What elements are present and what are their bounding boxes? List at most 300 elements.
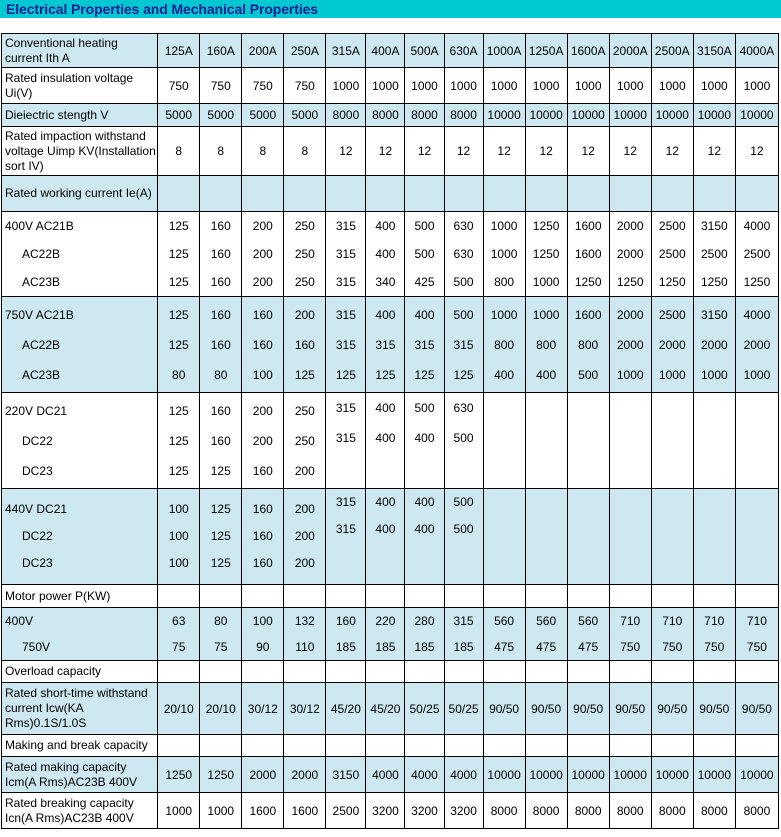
- value-cell: 8: [242, 127, 284, 176]
- value-cell: 10000: [651, 104, 693, 127]
- value-stack: [567, 393, 609, 489]
- sub-label: 220V DC21: [5, 403, 68, 418]
- value-cell: 8000: [735, 793, 778, 829]
- row-label: Rated breaking capacity Icn(A Rms)AC23B 400V: [2, 793, 158, 829]
- value-cell: 1000: [490, 219, 518, 233]
- value-cell: 185: [453, 640, 474, 654]
- value-cell: 1000: [483, 68, 525, 104]
- sub-label: 400V: [5, 614, 34, 628]
- value-cell: 125: [210, 463, 231, 478]
- empty-cell: [693, 661, 735, 683]
- table-row: [2, 68, 779, 104]
- value-cell: 10000: [609, 104, 651, 127]
- value-cell: 125: [168, 275, 189, 289]
- empty-cell: [405, 661, 444, 683]
- row-label-stack: [2, 608, 158, 661]
- value-cell: 400: [375, 307, 396, 322]
- value-cell: 132: [294, 614, 315, 628]
- value-cell: 125: [414, 367, 435, 382]
- value-cell: 100: [252, 367, 273, 382]
- table-row: [2, 104, 779, 127]
- value-cell: 250: [294, 219, 315, 233]
- empty-cell: [242, 735, 284, 757]
- empty-cell: [405, 176, 444, 212]
- value-cell: 1000: [693, 68, 735, 104]
- value-stack: [326, 489, 366, 585]
- value-cell: 750: [620, 640, 641, 654]
- value-stack: [483, 489, 525, 585]
- value-cell: 3150A: [693, 34, 735, 68]
- value-cell: 125: [168, 247, 189, 261]
- value-cell: 125: [168, 433, 189, 448]
- value-cell: 2000: [743, 337, 771, 352]
- empty-cell: [200, 176, 242, 212]
- value-stack: [326, 297, 366, 393]
- value-cell: 200: [252, 247, 273, 261]
- value-cell: 160: [210, 219, 231, 233]
- value-cell: 160: [252, 556, 273, 570]
- value-cell: 10000: [735, 757, 778, 793]
- value-cell: 12: [567, 127, 609, 176]
- value-stack: [444, 297, 483, 393]
- value-stack: [284, 393, 326, 489]
- value-cell: 250: [294, 433, 315, 448]
- value-cell: 10000: [567, 757, 609, 793]
- value-cell: 125: [168, 219, 189, 233]
- empty-cell: [651, 735, 693, 757]
- empty-cell: [693, 585, 735, 608]
- value-cell: 2000: [284, 757, 326, 793]
- value-cell: 800: [494, 275, 515, 289]
- value-cell: 2000A: [609, 34, 651, 68]
- value-cell: 2000: [700, 337, 728, 352]
- empty-cell: [483, 176, 525, 212]
- value-cell: 500: [414, 247, 435, 261]
- value-cell: 750: [158, 68, 200, 104]
- empty-cell: [326, 661, 366, 683]
- value-stack: [651, 393, 693, 489]
- value-cell: 10000: [693, 104, 735, 127]
- value-stack: [444, 489, 483, 585]
- value-cell: 1600: [574, 219, 602, 233]
- value-cell: 100: [168, 556, 189, 570]
- value-cell: 3200: [444, 793, 483, 829]
- value-cell: 200: [252, 219, 273, 233]
- value-cell: 400: [494, 367, 515, 382]
- value-cell: 3200: [366, 793, 405, 829]
- value-stack: [651, 297, 693, 393]
- value-stack: [284, 212, 326, 297]
- value-cell: 125: [168, 403, 189, 418]
- empty-cell: [284, 585, 326, 608]
- value-cell: 2500: [743, 247, 771, 261]
- value-stack: [405, 393, 444, 489]
- value-cell: 1000: [651, 68, 693, 104]
- empty-cell: [567, 661, 609, 683]
- value-cell: 10000: [483, 104, 525, 127]
- empty-cell: [609, 585, 651, 608]
- empty-cell: [483, 585, 525, 608]
- value-cell: 315: [335, 401, 356, 415]
- empty-cell: [735, 661, 778, 683]
- value-cell: 160: [210, 403, 231, 418]
- value-cell: 630A: [444, 34, 483, 68]
- value-cell: 750: [704, 640, 725, 654]
- value-cell: 8000: [567, 793, 609, 829]
- empty-cell: [693, 176, 735, 212]
- value-cell: 100: [168, 502, 189, 516]
- value-cell: 315: [335, 307, 356, 322]
- value-stack: [405, 297, 444, 393]
- value-cell: 560: [536, 614, 557, 628]
- value-cell: 1250: [532, 219, 560, 233]
- row-label-stack: [2, 489, 158, 585]
- value-cell: 30/12: [284, 683, 326, 735]
- value-cell: 185: [335, 640, 356, 654]
- table-row: [2, 393, 779, 489]
- table-row: [2, 683, 779, 735]
- value-cell: 80: [172, 367, 186, 382]
- empty-cell: [525, 176, 567, 212]
- value-cell: 8: [158, 127, 200, 176]
- value-cell: 400: [375, 495, 396, 509]
- empty-cell: [609, 661, 651, 683]
- value-cell: 800: [494, 337, 515, 352]
- value-cell: 630: [453, 247, 474, 261]
- value-cell: 90/50: [693, 683, 735, 735]
- empty-cell: [444, 661, 483, 683]
- value-cell: 560: [578, 614, 599, 628]
- value-cell: 100: [252, 614, 273, 628]
- value-cell: 125: [453, 367, 474, 382]
- value-cell: 10000: [483, 757, 525, 793]
- empty-cell: [444, 585, 483, 608]
- value-cell: 80: [214, 614, 228, 628]
- empty-cell: [200, 661, 242, 683]
- value-cell: 5000: [158, 104, 200, 127]
- value-cell: 160: [210, 433, 231, 448]
- value-cell: 3200: [405, 793, 444, 829]
- value-cell: 75: [214, 640, 228, 654]
- value-cell: 90: [256, 640, 270, 654]
- value-cell: 200: [252, 275, 273, 289]
- empty-cell: [158, 661, 200, 683]
- value-cell: 8000: [405, 104, 444, 127]
- value-cell: 710: [746, 614, 767, 628]
- value-cell: 500: [453, 522, 474, 536]
- section-label: Overload capacity: [2, 661, 158, 683]
- value-cell: 5000: [242, 104, 284, 127]
- value-cell: 315: [453, 614, 474, 628]
- value-cell: 315: [375, 337, 396, 352]
- value-cell: 160: [294, 337, 315, 352]
- value-cell: 160: [335, 614, 356, 628]
- empty-cell: [242, 176, 284, 212]
- sub-label: AC23B: [22, 367, 61, 382]
- value-cell: 340: [375, 275, 396, 289]
- value-cell: 160: [210, 337, 231, 352]
- sub-label: 750V: [22, 640, 51, 654]
- value-cell: 2500: [658, 219, 686, 233]
- value-stack: [735, 489, 778, 585]
- value-stack: [366, 393, 405, 489]
- empty-cell: [284, 735, 326, 757]
- empty-cell: [567, 585, 609, 608]
- value-stack: [326, 393, 366, 489]
- value-cell: 12: [405, 127, 444, 176]
- value-cell: 1000: [609, 68, 651, 104]
- empty-cell: [366, 176, 405, 212]
- value-cell: 315A: [326, 34, 366, 68]
- value-cell: 475: [578, 640, 599, 654]
- value-cell: 1250: [658, 275, 686, 289]
- value-cell: 4000A: [735, 34, 778, 68]
- value-cell: 12: [483, 127, 525, 176]
- value-cell: 500: [453, 307, 474, 322]
- value-cell: 1000: [616, 367, 644, 382]
- value-cell: 160: [252, 463, 273, 478]
- value-cell: 200: [294, 529, 315, 543]
- value-cell: 1250: [616, 275, 644, 289]
- value-cell: 1000: [158, 793, 200, 829]
- value-cell: 90/50: [609, 683, 651, 735]
- section-row: [2, 176, 779, 212]
- value-cell: 8: [200, 127, 242, 176]
- value-cell: 475: [536, 640, 557, 654]
- row-label: Rated impaction withstand voltage Uimp KV(Installation sort IV): [2, 127, 158, 176]
- value-cell: 315: [335, 431, 356, 445]
- empty-cell: [242, 585, 284, 608]
- value-cell: 8000: [651, 793, 693, 829]
- table-row: [2, 489, 779, 585]
- value-cell: 160: [252, 337, 273, 352]
- table-row: [2, 297, 779, 393]
- value-cell: 8000: [483, 793, 525, 829]
- value-cell: 1000: [444, 68, 483, 104]
- value-cell: 1000: [366, 68, 405, 104]
- value-stack: [651, 212, 693, 297]
- value-cell: 3150: [700, 219, 728, 233]
- value-cell: 1600: [284, 793, 326, 829]
- value-cell: 500A: [405, 34, 444, 68]
- value-cell: 400: [414, 307, 435, 322]
- sub-label: DC22: [22, 529, 53, 543]
- value-cell: 1250A: [525, 34, 567, 68]
- value-stack: [158, 393, 200, 489]
- value-stack: [366, 212, 405, 297]
- value-cell: 8000: [326, 104, 366, 127]
- value-cell: 90/50: [735, 683, 778, 735]
- value-stack: [444, 212, 483, 297]
- value-cell: 1000: [490, 247, 518, 261]
- value-cell: 1000: [743, 367, 771, 382]
- section-row: [2, 661, 779, 683]
- value-stack: [483, 212, 525, 297]
- empty-cell: [158, 585, 200, 608]
- page-title: Electrical Properties and Mechanical Properties: [6, 1, 318, 17]
- value-cell: 125: [168, 307, 189, 322]
- value-cell: 90/50: [483, 683, 525, 735]
- value-stack: [693, 393, 735, 489]
- empty-cell: [735, 176, 778, 212]
- value-cell: 315: [335, 275, 356, 289]
- value-cell: 315: [335, 247, 356, 261]
- value-cell: 630: [453, 219, 474, 233]
- value-cell: 250: [294, 275, 315, 289]
- value-cell: 4000: [366, 757, 405, 793]
- value-cell: 12: [326, 127, 366, 176]
- value-cell: 2000: [242, 757, 284, 793]
- sub-label: DC23: [22, 556, 53, 570]
- value-cell: 1000: [532, 307, 560, 322]
- value-stack: [366, 608, 405, 661]
- value-stack: [567, 212, 609, 297]
- value-cell: 1250: [532, 247, 560, 261]
- value-cell: 10000: [693, 757, 735, 793]
- row-label: Dieiectric stength V: [2, 104, 158, 127]
- value-cell: 500: [414, 219, 435, 233]
- value-stack: [609, 489, 651, 585]
- value-stack: [693, 297, 735, 393]
- value-cell: 1250: [743, 275, 771, 289]
- value-stack: [651, 608, 693, 661]
- empty-cell: [242, 661, 284, 683]
- value-cell: 750: [746, 640, 767, 654]
- value-cell: 160A: [200, 34, 242, 68]
- value-cell: 630: [453, 401, 474, 415]
- value-stack: [525, 297, 567, 393]
- sub-label: 440V DC21: [5, 502, 68, 516]
- properties-table: [1, 33, 779, 829]
- section-label: Motor power P(KW): [2, 585, 158, 608]
- value-stack: [693, 489, 735, 585]
- value-cell: 125: [210, 556, 231, 570]
- row-label-stack: [2, 212, 158, 297]
- value-cell: 100: [168, 529, 189, 543]
- value-cell: 10000: [525, 104, 567, 127]
- value-cell: 45/20: [326, 683, 366, 735]
- value-cell: 2500: [658, 307, 686, 322]
- value-stack: [405, 489, 444, 585]
- section-label: Making and break capacity: [2, 735, 158, 757]
- value-stack: [735, 297, 778, 393]
- sub-label: DC23: [22, 463, 53, 478]
- value-cell: 315: [414, 337, 435, 352]
- value-cell: 800: [536, 337, 557, 352]
- value-cell: 12: [366, 127, 405, 176]
- value-cell: 8000: [366, 104, 405, 127]
- empty-cell: [693, 735, 735, 757]
- value-stack: [525, 393, 567, 489]
- value-stack: [326, 212, 366, 297]
- value-cell: 12: [444, 127, 483, 176]
- value-cell: 125: [335, 367, 356, 382]
- value-cell: 250: [294, 247, 315, 261]
- value-cell: 2500A: [651, 34, 693, 68]
- value-stack: [735, 212, 778, 297]
- section-row: [2, 735, 779, 757]
- table-row: [2, 757, 779, 793]
- value-cell: 160: [252, 529, 273, 543]
- value-stack: [483, 608, 525, 661]
- value-cell: 1250: [158, 757, 200, 793]
- value-cell: 1000: [567, 68, 609, 104]
- value-cell: 160: [210, 275, 231, 289]
- value-cell: 200: [294, 502, 315, 516]
- value-cell: 50/25: [405, 683, 444, 735]
- value-stack: [567, 608, 609, 661]
- value-cell: 8000: [525, 793, 567, 829]
- value-cell: 1000: [490, 307, 518, 322]
- value-cell: 1600: [574, 307, 602, 322]
- value-cell: 63: [172, 614, 186, 628]
- value-cell: 400: [375, 401, 396, 415]
- value-cell: 110: [295, 640, 315, 654]
- value-cell: 500: [453, 275, 474, 289]
- value-cell: 1000: [532, 275, 560, 289]
- value-cell: 160: [210, 247, 231, 261]
- value-cell: 1000: [200, 793, 242, 829]
- empty-cell: [735, 735, 778, 757]
- value-cell: 400A: [366, 34, 405, 68]
- empty-cell: [284, 176, 326, 212]
- section-label: Rated working current Ie(A): [2, 176, 158, 212]
- empty-cell: [405, 585, 444, 608]
- row-label: Conventional heating current Ith A: [2, 34, 158, 68]
- value-cell: 10000: [651, 757, 693, 793]
- value-stack: [525, 212, 567, 297]
- value-cell: 315: [335, 495, 356, 509]
- value-cell: 4000: [743, 307, 771, 322]
- value-cell: 10000: [735, 104, 778, 127]
- value-stack: [609, 212, 651, 297]
- value-cell: 1000: [525, 68, 567, 104]
- value-cell: 20/10: [158, 683, 200, 735]
- value-stack: [525, 489, 567, 585]
- value-cell: 250A: [284, 34, 326, 68]
- empty-cell: [483, 735, 525, 757]
- row-label: Rated insulation voltage Ui(V): [2, 68, 158, 104]
- value-stack: [609, 393, 651, 489]
- value-cell: 8: [284, 127, 326, 176]
- empty-cell: [651, 176, 693, 212]
- value-cell: 710: [704, 614, 725, 628]
- empty-cell: [444, 735, 483, 757]
- value-stack: [326, 608, 366, 661]
- value-stack: [158, 297, 200, 393]
- value-stack: [284, 489, 326, 585]
- value-stack: [525, 608, 567, 661]
- table-row: [2, 793, 779, 829]
- value-cell: 400: [536, 367, 557, 382]
- sub-label: AC22B: [22, 337, 61, 352]
- table-row: [2, 127, 779, 176]
- value-cell: 500: [414, 401, 435, 415]
- value-cell: 400: [375, 247, 396, 261]
- value-cell: 315: [453, 337, 474, 352]
- value-cell: 2500: [700, 247, 728, 261]
- value-cell: 4000: [444, 757, 483, 793]
- value-stack: [200, 489, 242, 585]
- empty-cell: [444, 176, 483, 212]
- value-cell: 400: [414, 431, 435, 445]
- value-cell: 200A: [242, 34, 284, 68]
- value-stack: [567, 489, 609, 585]
- value-stack: [242, 489, 284, 585]
- value-cell: 710: [620, 614, 641, 628]
- value-cell: 20/10: [200, 683, 242, 735]
- value-cell: 2000: [616, 247, 644, 261]
